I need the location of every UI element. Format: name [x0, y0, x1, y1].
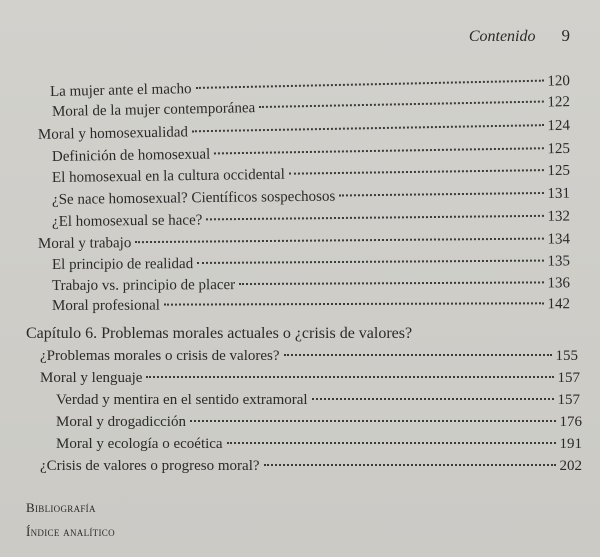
- toc-leader: [192, 124, 543, 132]
- toc-entry-page: 122: [547, 94, 571, 111]
- toc-entry-label: La mujer ante el macho: [49, 81, 192, 100]
- toc-entry-label: Moral de la mujer contemporánea: [51, 100, 256, 120]
- toc-entry-label: ¿Problemas morales o crisis de valores?: [40, 348, 280, 364]
- toc-entry-label: Verdad y mentira en el sentido extramoral: [56, 392, 308, 408]
- toc-entry: [52, 209, 570, 231]
- toc-entry-page: 132: [547, 208, 571, 225]
- toc-leader: [206, 215, 543, 221]
- toc-entry-page: 131: [547, 185, 571, 202]
- toc-entry: [52, 163, 570, 187]
- toc-leader: [259, 101, 543, 108]
- toc-entry-label: Moral y homosexualidad: [37, 124, 189, 143]
- toc-entry: [52, 186, 570, 209]
- toc-leader: [135, 238, 543, 244]
- toc-entry-page: 125: [547, 162, 571, 180]
- toc-entry: [40, 370, 580, 387]
- toc-leader: [214, 147, 543, 154]
- toc-leader: [312, 398, 554, 400]
- toc-entry-page: 125: [547, 140, 571, 158]
- toc-entry-label: Trabajo vs. principio de placer: [51, 277, 236, 294]
- toc-entry-page: 155: [555, 348, 578, 364]
- toc-leader: [239, 281, 543, 285]
- toc-leader: [146, 376, 553, 378]
- toc-entry-label: El homosexual en la cultura occidental: [51, 166, 285, 186]
- toc-entry-page: 124: [547, 117, 571, 135]
- toc-entry-label: Moral y drogadicción: [56, 414, 186, 430]
- toc-entry-label: Moral y trabajo: [37, 235, 132, 252]
- toc-entry: [38, 118, 570, 144]
- toc-entry: [52, 141, 570, 166]
- toc-entry: [52, 253, 570, 274]
- running-header-page-number: 9: [561, 26, 570, 45]
- toc-leader: [264, 464, 556, 466]
- running-header: [469, 26, 570, 46]
- toc-entry: [56, 436, 582, 453]
- toc-entry-page: 176: [559, 414, 582, 430]
- toc-leader: [190, 420, 556, 422]
- index-heading: Índice analítico: [26, 524, 115, 539]
- toc-entry: [40, 458, 582, 475]
- toc-leader: [196, 80, 544, 89]
- toc-entry-label: Definición de homosexual: [51, 146, 211, 165]
- toc-entry-page: 135: [547, 253, 571, 270]
- chapter-title: Capítulo 6. Problemas morales actuales o ¿crisis de valores?: [26, 325, 413, 342]
- toc-entry-label: El principio de realidad: [51, 256, 194, 273]
- toc-entry-page: 136: [547, 275, 571, 292]
- toc-entry-label: ¿Crisis de valores o progreso moral?: [40, 458, 260, 474]
- toc-leader: [339, 192, 543, 196]
- toc-entry: [56, 414, 582, 431]
- toc-leader: [164, 302, 544, 305]
- toc-entry-page: 120: [547, 73, 571, 90]
- toc-leader: [289, 169, 544, 175]
- running-header-section: Contenido: [468, 28, 536, 45]
- toc-entry-page: 157: [557, 370, 580, 386]
- toc-leader: [227, 442, 556, 444]
- toc-entry: [40, 348, 578, 365]
- toc-entry: [56, 392, 580, 409]
- toc-entry: [52, 296, 570, 315]
- toc-leader: [197, 260, 543, 264]
- toc-entry-label: ¿El homosexual se hace?: [51, 212, 203, 230]
- toc-entry: [52, 275, 570, 295]
- toc-leader: [284, 354, 552, 356]
- toc-entry-page: 191: [559, 436, 582, 452]
- toc-entry-page: 142: [547, 296, 571, 313]
- toc-entry-label: Moral y ecología o ecoética: [56, 436, 223, 452]
- toc-entry-page: 134: [547, 231, 571, 248]
- toc-entry-page: 202: [559, 458, 582, 474]
- toc-entry-label: Moral y lenguaje: [40, 370, 143, 386]
- bibliography-heading: Bibliografía: [26, 500, 96, 515]
- toc-entry-label: ¿Se nace homosexual? Científicos sospechosos: [51, 188, 336, 208]
- toc-entry-label: Moral profesional: [51, 297, 160, 314]
- toc-entry: [38, 231, 570, 253]
- toc-entry-page: 157: [557, 392, 580, 408]
